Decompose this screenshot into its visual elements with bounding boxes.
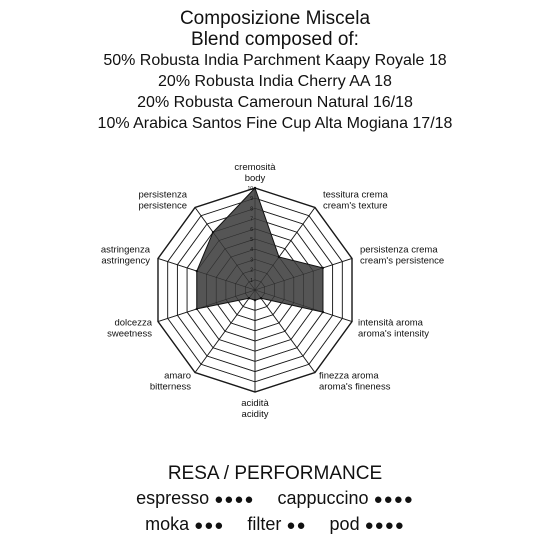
radar-axis-label-en: cream's texture xyxy=(322,200,388,212)
radar-point xyxy=(278,256,280,258)
radar-axis-label-it: finezza aroma xyxy=(318,370,379,382)
blend-subtitle: Blend composed of: xyxy=(191,29,359,50)
performance-section xyxy=(0,462,550,538)
radar-axis-label-en: astringency xyxy=(101,255,150,267)
moka-dots: ●●● xyxy=(194,517,225,534)
radar-axis-label-en: aroma's intensity xyxy=(358,328,429,340)
blend-component: 50% Robusta India Parchment Kaapy Royale 18 xyxy=(103,52,447,69)
radar-axis-label-it: persistenza xyxy=(138,189,188,201)
performance-pod xyxy=(330,514,405,534)
filter-dots: ●● xyxy=(286,517,307,534)
radar-point xyxy=(260,297,262,299)
radar-axis-label-en: persistence xyxy=(138,200,188,212)
radar-point xyxy=(254,299,256,301)
radar-point xyxy=(322,267,324,269)
espresso-label: espresso xyxy=(136,488,210,508)
radar-tick-label: 4 xyxy=(250,247,253,254)
radar-axis-label-en: sweetness xyxy=(107,328,152,340)
blend-component: 10% Arabica Santos Fine Cup Alta Mogiana 17/18 xyxy=(97,115,453,132)
radar-axis-label-en: body xyxy=(244,173,266,184)
radar-axis-label-it: astringenza xyxy=(100,244,150,256)
pod-label: pod xyxy=(329,514,360,534)
radar-chart xyxy=(0,150,550,450)
radar-axis-label-en: cream's persistence xyxy=(360,255,445,267)
blend-header xyxy=(0,8,550,134)
radar-axis-label-it: tessitura crema xyxy=(322,189,388,201)
radar-axis-label-it: intensità aroma xyxy=(358,317,423,329)
radar-point xyxy=(196,270,198,272)
radar-point xyxy=(212,231,214,233)
performance-row xyxy=(0,512,550,538)
radar-axis-label-en: aroma's fineness xyxy=(318,381,391,393)
radar-axis-label-en: bitterness xyxy=(149,381,192,393)
performance-espresso xyxy=(136,488,259,508)
radar-tick-label: 3 xyxy=(250,257,253,264)
radar-axis-label-it: persistenza crema xyxy=(360,244,438,256)
radar-tick-label: 5 xyxy=(250,237,253,243)
performance-cappuccino xyxy=(277,488,413,508)
blend-title: Composizione Miscela xyxy=(179,8,371,29)
blend-component: 20% Robusta Cameroun Natural 16/18 xyxy=(137,94,413,111)
radar-tick-label: 8 xyxy=(250,206,253,213)
radar-axis-label-it: dolcezza xyxy=(114,317,152,329)
radar-axis-label-it: amaro xyxy=(164,370,192,382)
radar-tick-label: 7 xyxy=(250,216,253,223)
moka-label: moka xyxy=(145,514,190,534)
radar-axis-label-it: acidità xyxy=(241,398,269,409)
radar-tick-label: 6 xyxy=(250,226,253,233)
radar-tick-label: 10 xyxy=(247,186,253,192)
radar-axis-label-it: cremosità xyxy=(234,162,276,173)
espresso-dots: ●●●● xyxy=(214,491,255,508)
radar-tick-label: 2 xyxy=(250,267,253,274)
radar-point xyxy=(248,297,250,299)
blend-component: 20% Robusta India Cherry AA 18 xyxy=(158,73,392,90)
radar-point xyxy=(254,187,256,189)
radar-point xyxy=(322,311,324,313)
radar-series-area xyxy=(197,188,323,312)
performance-moka xyxy=(145,514,229,534)
cappuccino-dots: ●●●● xyxy=(373,491,414,508)
radar-axis-label-en: acidity xyxy=(241,409,269,420)
filter-label: filter xyxy=(247,514,282,534)
radar-tick-label: 9 xyxy=(250,196,253,203)
performance-title: RESA / PERFORMANCE xyxy=(167,463,383,484)
radar-tick-label: 1 xyxy=(250,277,253,284)
radar-point xyxy=(196,308,198,310)
pod-dots: ●●●● xyxy=(364,517,405,534)
cappuccino-label: cappuccino xyxy=(277,488,369,508)
performance-filter xyxy=(247,514,311,534)
performance-row xyxy=(0,486,550,512)
